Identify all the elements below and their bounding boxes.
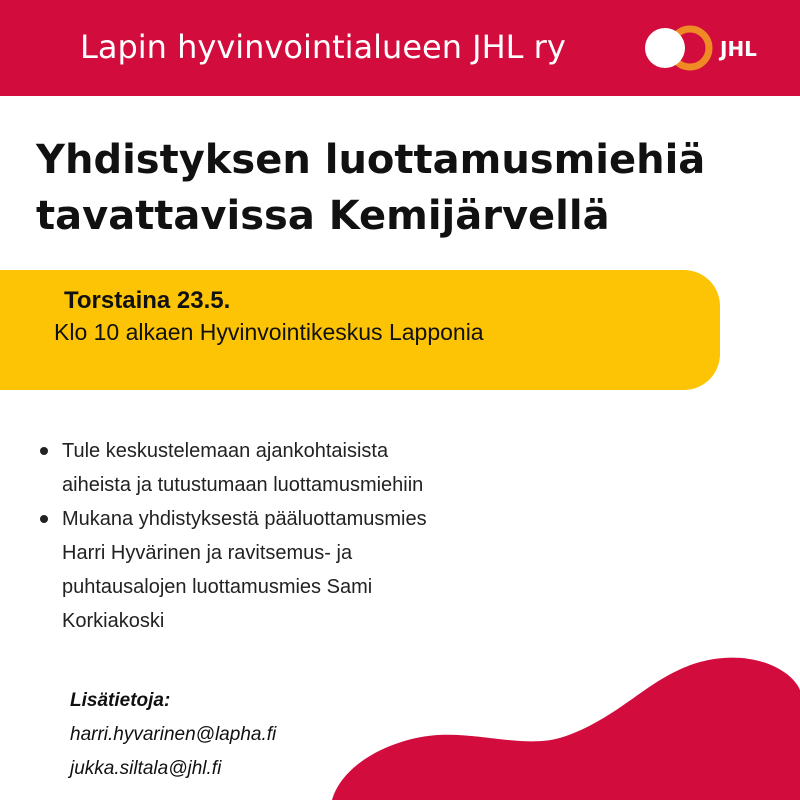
organization-title: Lapin hyvinvointialueen JHL ry [80, 28, 566, 66]
event-time-place: Klo 10 alkaen Hyvinvointikeskus Lapponia [54, 319, 484, 345]
headline-line-2: tavattavissa Kemijärvellä [36, 193, 610, 239]
headline-line-1: Yhdistyksen luottamusmiehiä [36, 137, 706, 183]
header-banner [0, 0, 800, 96]
bullet-dot-icon [40, 515, 48, 523]
bullet-list [36, 434, 556, 638]
contact-info [70, 684, 276, 786]
logo-white-circle [645, 28, 685, 68]
contact-email-1[interactable]: harri.hyvarinen@lapha.fi [70, 724, 277, 745]
event-date: Torstaina 23.5. [64, 287, 231, 314]
bullet-text: Mukana yhdistyksestä pääluottamusmies Harri Hyvärinen ja ravitsemus- ja puhtausalojen luottamusmies Sami Korkiakoski [62, 508, 427, 632]
contact-email-2[interactable]: jukka.siltala@jhl.fi [70, 758, 222, 779]
list-item [36, 434, 556, 502]
jhl-logo [640, 20, 780, 76]
logo-text: JHL [720, 37, 757, 61]
headline [36, 132, 776, 244]
red-wave-shape [332, 658, 800, 800]
list-item [36, 502, 556, 638]
bullet-dot-icon [40, 447, 48, 455]
bullet-text: Tule keskustelemaan ajankohtaisista aiheista ja tutustumaan luottamusmiehiin [62, 440, 424, 496]
contact-heading: Lisätietoja: [70, 690, 171, 711]
